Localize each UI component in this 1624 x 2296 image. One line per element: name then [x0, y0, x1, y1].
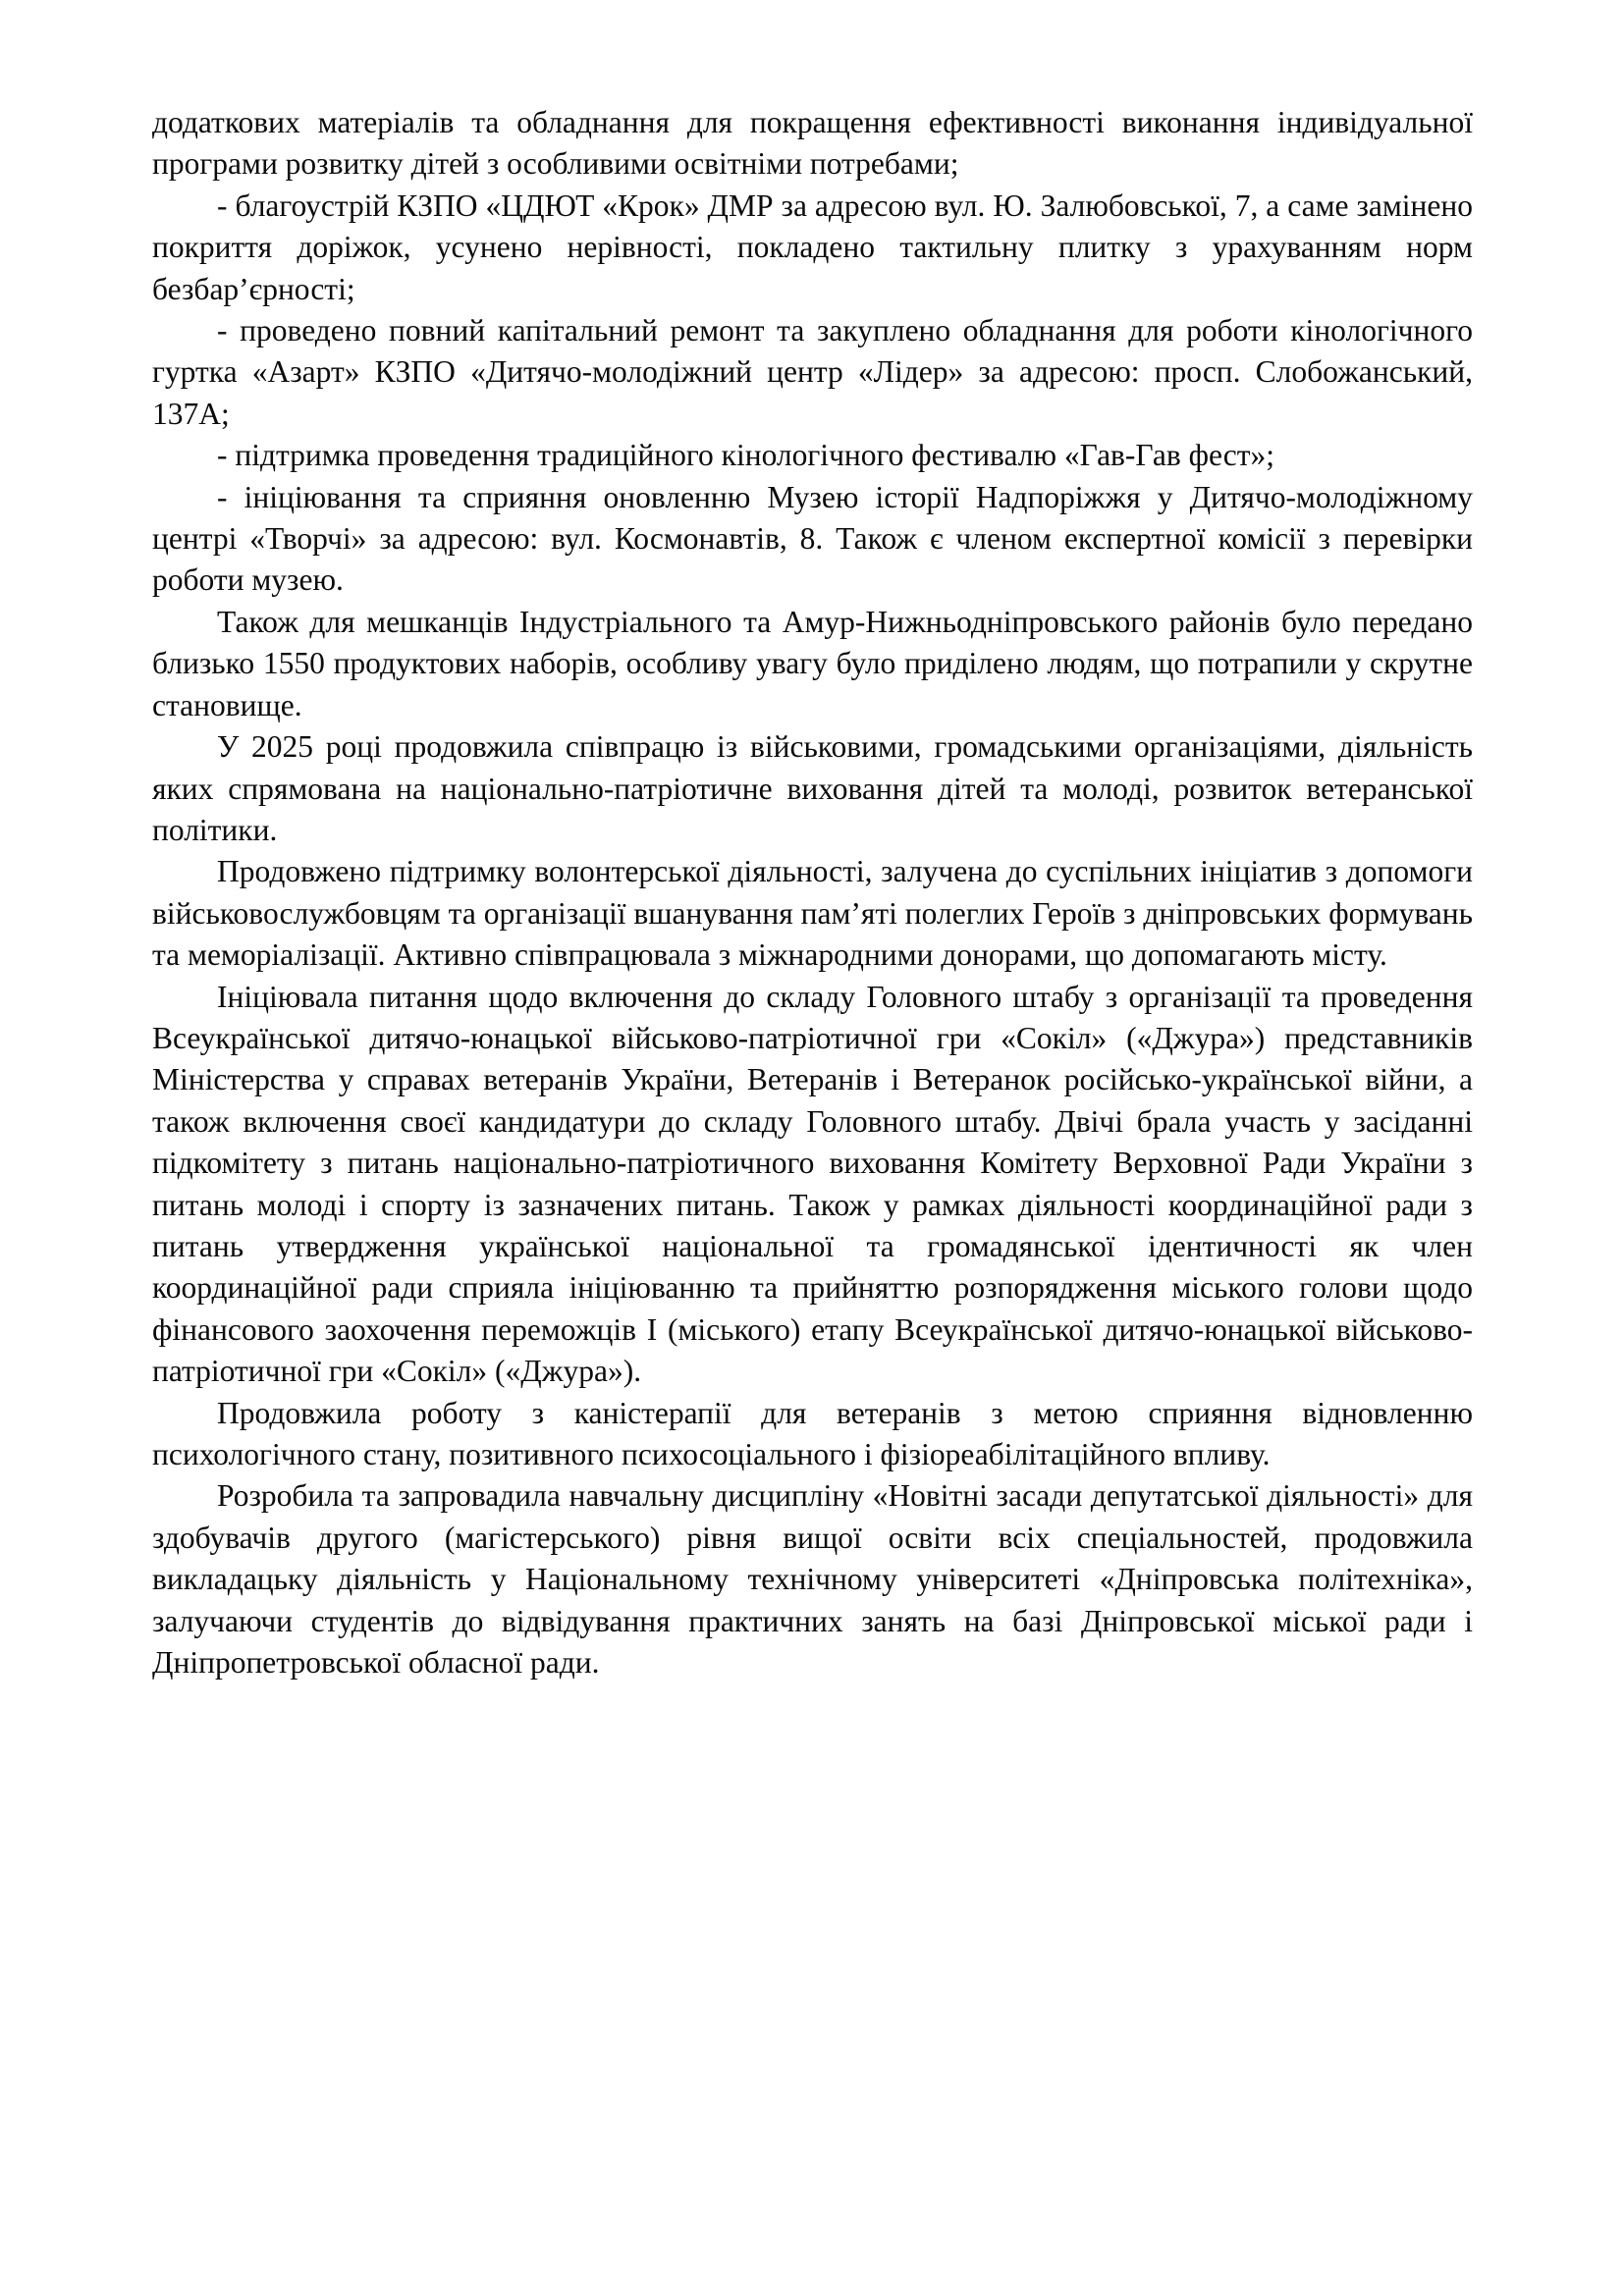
- paragraph-p8: Продовжено підтримку волонтерської діяльності, залучена до суспільних ініціатив з допомоги військовослужбовцям та організації вшанування пам’яті полеглих Героїв з дніпровських формувань та меморіалізації. Активно співпрацювала з міжнародними донорами, що допомагають місту.: [152, 854, 1473, 973]
- paragraph-p3: - проведено повний капітальний ремонт та закуплено обладнання для роботи кінологічного гуртка «Азарт» КЗПО «Дитячо-молодіжний центр «Лідер» за адресою: просп. Слобожанський, 137А;: [152, 313, 1473, 431]
- paragraph-p10: Продовжила роботу з каністерапії для ветеранів з метою сприяння відновленню психологічного стану, позитивного психосоціального і фізіореабілітаційного впливу.: [152, 1395, 1473, 1471]
- paragraph-p4: - підтримка проведення традиційного кінологічного фестивалю «Гав-Гав фест»;: [217, 438, 1274, 473]
- paragraph-p2: - благоустрій КЗПО «ЦДЮТ «Крок» ДМР за адресою вул. Ю. Залюбовської, 7, а саме замінено покриття доріжок, усунено нерівності, покладено тактильну плитку з урахуванням норм безбар’єрності;: [152, 187, 1473, 306]
- paragraph-p6: Також для мешканців Індустріального та Амур-Нижньодніпровського районів було передано близько 1550 продуктових наборів, особливу увагу було приділено людям, що потрапили у скрутне становище.: [152, 604, 1473, 722]
- paragraph-p5: - ініціювання та сприяння оновленню Музею історії Надпоріжжя у Дитячо-молодіжному центрі «Творчі» за адресою: вул. Космонавтів, 8. Також є членом експертної комісії з перевірки роботи музею.: [152, 479, 1473, 598]
- paragraph-p11: Розробила та запровадила навчальну дисципліну «Новітні засади депутатської діяльності» для здобувачів другого (магістерського) рівня вищої освіти всіх спеціальностей, продовжила викладацьку діяльність у Національному технічному університеті «Дніпровська політехніка», залучаючи студентів до відвідування практичних занять на базі Дніпровської міської ради і Дніпропетровської обласної ради.: [152, 1478, 1473, 1681]
- paragraph-p1: додаткових матеріалів та обладнання для покращення ефективності виконання індивідуальної програми розвитку дітей з особливими освітніми потребами;: [152, 105, 1473, 182]
- paragraph-p9: Ініціювала питання щодо включення до складу Головного штабу з організації та проведення Всеукраїнської дитячо-юнацької військово-патріотичної гри «Сокіл» («Джура») представників Міністерства у справах ветеранів України, Ветеранів і Ветеранок російсько-української війни, а також включення своєї кандидатури до складу Головного штабу. Двічі брала участь у засіданні підкомітету з питань національно-патріотичного виховання Комітету Верховної Ради України з питань молоді і спорту із зазначених питань. Також у рамках діяльності координаційної ради з питань утвердження української національної та громадянської ідентичності як член координаційної ради сприяла ініціюванню та прийняттю розпорядження міського голови щодо фінансового заохочення переможців І (міського) етапу Всеукраїнської дитячо-юнацької військово-патріотичної гри «Сокіл» («Джура»).: [152, 979, 1473, 1389]
- paragraph-p7: У 2025 році продовжила співпрацю із військовими, громадськими організаціями, діяльність яких спрямована на національно-патріотичне виховання дітей та молоді, розвиток ветеранської політики.: [152, 729, 1473, 847]
- document-body-text: [152, 102, 1473, 1683]
